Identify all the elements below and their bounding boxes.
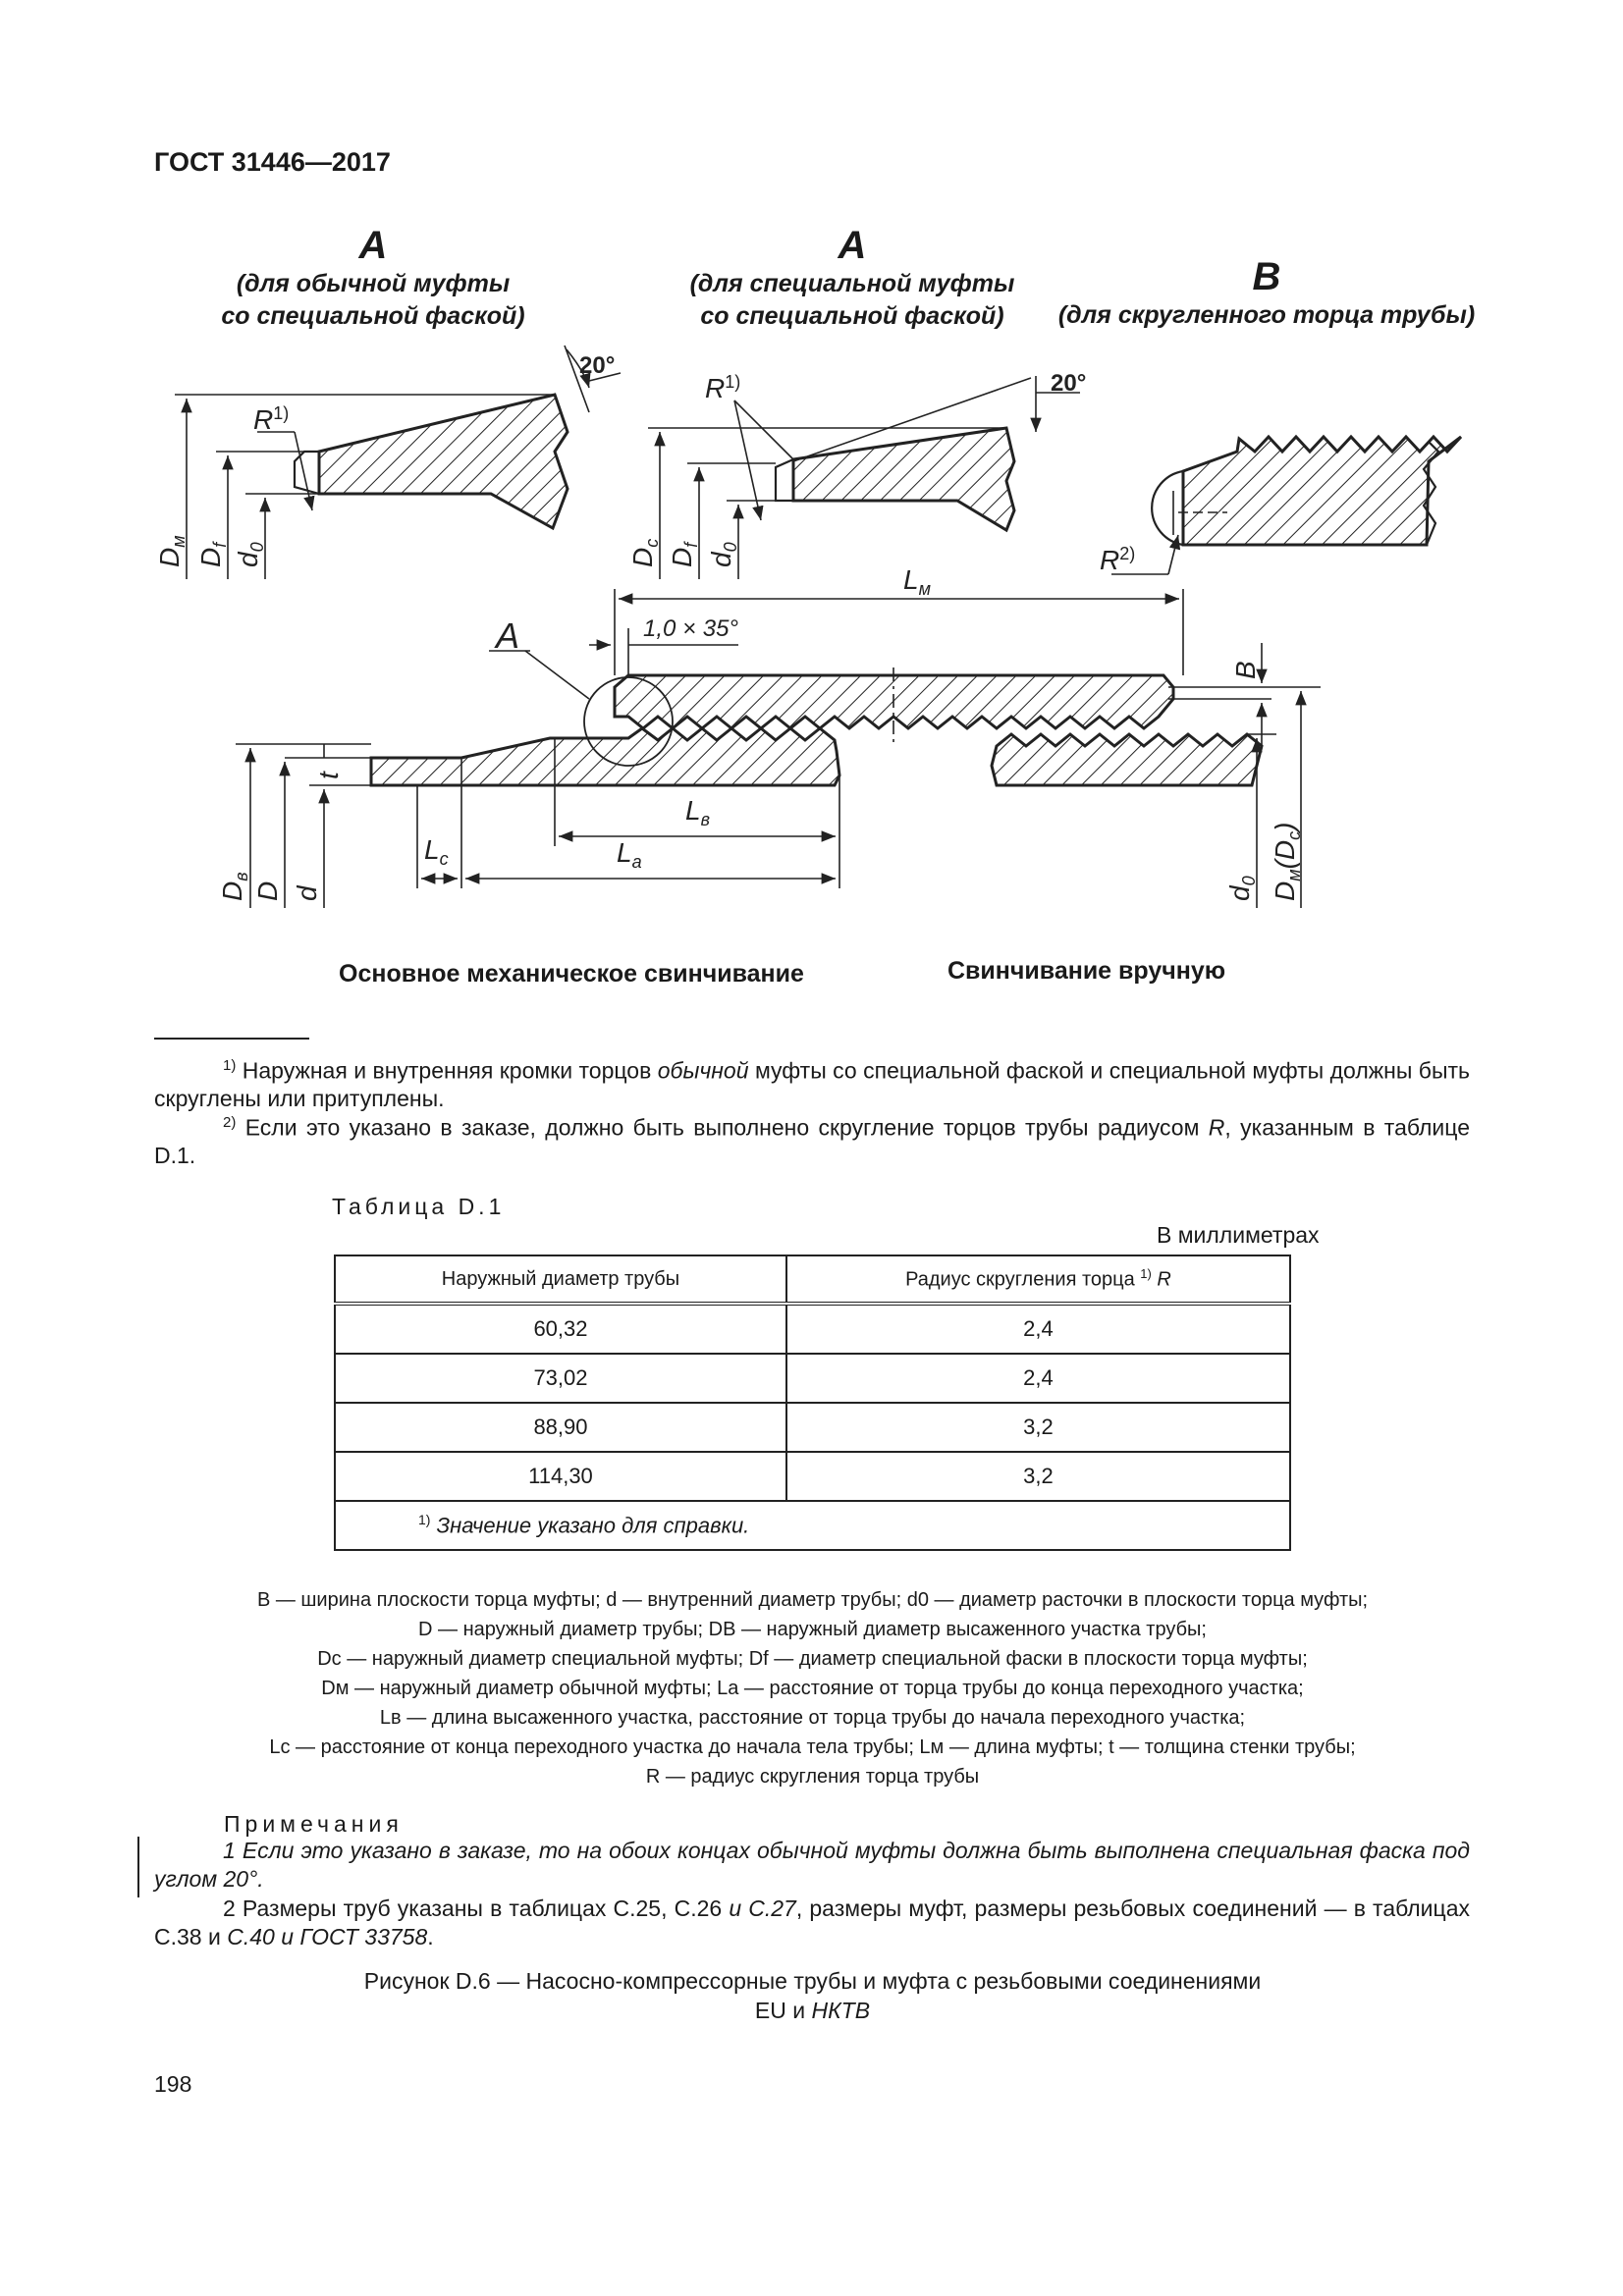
detail-a2-letter: A — [838, 224, 867, 267]
caption-manual: Свинчивание вручную — [947, 957, 1226, 985]
svg-text:d: d — [292, 885, 322, 901]
document-id: ГОСТ 31446—2017 — [154, 147, 391, 177]
svg-text:Dм: $D_м$ — [154, 535, 189, 567]
footnote-separator — [154, 1038, 309, 1040]
detail-a2-line2: со специальной фаской) — [700, 302, 1004, 330]
legend-line-6: Lc — расстояние от конца переходного участка до начала тела трубы; Lм — длина муфты; t — толщина стенки трубы; — [269, 1736, 1356, 1758]
chamfer-label: 1,0 × 35° — [643, 615, 739, 642]
notes-heading: Примечания — [224, 1811, 404, 1837]
footnote-1: $^{1)}$ Наружная и внутренняя кромки торцов обычной муфты со специальной фаской и специальной муфты должны быть скруглены или притуплены. — [154, 1057, 1471, 1111]
technical-drawing — [0, 0, 1623, 1001]
header-radius: Радиус скругления торца $^{1)}$ R — [786, 1255, 1290, 1304]
svg-text:Dc: $D_c$ — [627, 538, 662, 567]
t-label: t — [313, 772, 344, 779]
a1-diameter-labels — [154, 535, 267, 567]
caption-mechanical: Основное механическое свинчивание — [339, 960, 804, 988]
detail-a-callout: A — [496, 615, 520, 656]
detail-a1-letter: A — [358, 224, 388, 267]
svg-text:Df: $D_f$ — [667, 542, 701, 567]
lm-label: $L_м$ — [903, 564, 931, 599]
left-diameter-labels — [217, 872, 322, 901]
table-caption: Таблица D.1 — [332, 1194, 506, 1219]
data-table — [334, 1255, 1291, 1551]
table-unit: В миллиметрах — [1157, 1222, 1320, 1248]
r1-label-a1: $R^{1)}$ — [253, 403, 290, 435]
svg-text:d0: $d_0$ — [233, 542, 267, 567]
svg-text:Dв: $D_в$ — [217, 872, 251, 901]
angle-label-a2: 20° — [1051, 370, 1087, 397]
detail-b-drawing — [1111, 437, 1461, 574]
svg-text:Df: $D_f$ — [195, 542, 230, 567]
header-outer-diameter: Наружный диаметр трубы — [335, 1255, 786, 1304]
page-number: 198 — [154, 2071, 192, 2097]
legend-line-5: Lв — длина высаженного участка, расстояние от торца трубы до начала переходного участка; — [379, 1707, 1246, 1729]
footnote-2: $^{2)}$ Если это указано в заказе, должно быть выполнено скругление торцов трубы радиусом R, указанным в таблице D.1. — [154, 1114, 1470, 1168]
svg-text:Dм(Dc): $D_м(D_c)$ — [1270, 822, 1304, 901]
detail-b-letter: B — [1252, 255, 1281, 298]
right-diameter-labels — [1224, 823, 1304, 901]
note-2: 2 Размеры труб указаны в таблицах С.25, С.26 и С.27, размеры муфт, размеры резьбовых соединений — в таблицах С.38 и С.40 и ГОСТ 33758. — [154, 1896, 1470, 1949]
r2-label: $R^{2)}$ — [1100, 544, 1136, 575]
main-assembly-drawing — [236, 589, 1321, 908]
angle-label-a1: 20° — [579, 352, 616, 379]
a2-diameter-labels — [627, 539, 740, 567]
figure-caption: Рисунок D.6 — Насосно-компрессорные трубы и муфта с резьбовыми соединениями EU и НКТВ — [363, 1968, 1262, 2023]
svg-text:d0: $d_0$ — [1224, 876, 1259, 901]
detail-b-line1: (для скругленного торца трубы) — [1057, 301, 1476, 329]
legend-line-3: Dc — наружный диаметр специальной муфты; Df — диаметр специальной фаски в плоскости торца муфты; — [317, 1648, 1308, 1670]
svg-text:d0: $d_0$ — [706, 542, 740, 567]
table-header-row — [335, 1255, 1290, 1304]
lv-label: $L_в$ — [685, 795, 710, 829]
lc-label: $L_c$ — [424, 834, 449, 869]
detail-a2-drawing — [648, 376, 1080, 579]
legend-line-7: R — радиус скругления торца трубы — [645, 1766, 980, 1788]
table-footnote-row: $^{1)}$ Значение указано для справки. — [335, 1501, 1290, 1550]
detail-a1-drawing — [175, 346, 621, 579]
table-row: 60,32 2,4 — [335, 1304, 1290, 1354]
detail-a1-line2: со специальной фаской) — [221, 302, 525, 330]
table-row: 88,90 3,2 — [335, 1403, 1290, 1452]
detail-a1-line1: (для обычной муфты — [236, 270, 511, 297]
legend-line-2: D — наружный диаметр трубы; DB — наружный диаметр высаженного участка трубы; — [418, 1619, 1207, 1640]
la-label: $L_а$ — [617, 837, 642, 872]
b-label: B — [1230, 661, 1261, 679]
table-row: 114,30 3,2 — [335, 1452, 1290, 1501]
detail-a2-line1: (для специальной муфты — [689, 270, 1015, 297]
r1-label-a2: $R^{1)}$ — [705, 372, 741, 403]
legend-line-4: Dм — наружный диаметр обычной муфты; La — расстояние от торца трубы до конца переходного участка; — [321, 1678, 1304, 1699]
table-row: 73,02 2,4 — [335, 1354, 1290, 1403]
svg-text:D: D — [252, 881, 283, 901]
legend-line-1: B — ширина плоскости торца муфты; d — внутренний диаметр трубы; d0 — диаметр расточки в плоскости торца муфты; — [256, 1589, 1369, 1611]
change-bar — [137, 1837, 139, 1897]
note-1: 1 Если это указано в заказе, то на обоих концах обычной муфты должна быть выполнена специальная фаска под углом 20°. — [154, 1838, 1470, 1892]
